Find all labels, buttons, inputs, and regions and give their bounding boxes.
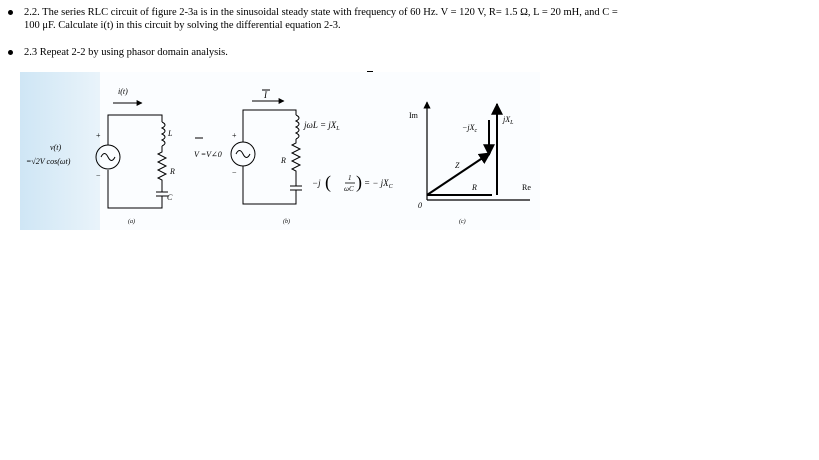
- origin-label: 0: [418, 201, 422, 210]
- im-label: Im: [409, 111, 418, 120]
- cap-denominator-b: ωC: [344, 185, 354, 193]
- problem-2-2-line1: 2.2. The series RLC circuit of figure 2-3a is in the sinusoidal steady state with frequency of 60 Hz. V = 120 V, R= 1.5 Ω, L = 20 mH, and C =: [24, 7, 618, 18]
- figure-background-right: [100, 72, 540, 230]
- current-label-b: I: [264, 90, 267, 100]
- caption-c: (c): [459, 219, 466, 225]
- inductor-label-a: L: [168, 129, 173, 138]
- resistor-label-b: R: [281, 156, 286, 165]
- bullet-icon: [8, 50, 13, 55]
- resistor-label-a: R: [170, 167, 175, 176]
- bullet-icon: [8, 10, 13, 15]
- open-paren: (: [325, 172, 331, 192]
- minus-a: −: [96, 171, 101, 180]
- plus-a: +: [96, 131, 101, 140]
- caption-a: (a): [128, 219, 135, 225]
- caption-b: (b): [283, 219, 290, 225]
- current-label-a: i(t): [118, 87, 128, 96]
- problem-2-2-line2: 100 μF. Calculate i(t) in this circuit by solving the differential equation 2-3.: [24, 20, 341, 31]
- xl-label: $jX_L$: [503, 115, 514, 126]
- re-label: Re: [522, 183, 531, 192]
- cap-suffix-b: = − $jX_C$: [364, 178, 393, 190]
- circuit-figure: [0, 60, 819, 240]
- inductor-label-b: $j\omega L = jX_L$: [304, 120, 340, 132]
- source-label-b: V =V∠0: [194, 150, 222, 159]
- problem-2-3-line1: 2.3 Repeat 2-2 by using phasor domain analysis.: [24, 47, 228, 58]
- xc-label: $-jX_c$: [462, 123, 478, 134]
- source-label-a: v(t): [50, 143, 62, 152]
- r-label: R: [472, 183, 477, 192]
- plus-b: +: [232, 131, 237, 140]
- cap-prefix-b: −j: [312, 178, 321, 188]
- problem-2-2: [8, 6, 808, 34]
- problem-2-3: [8, 46, 808, 60]
- source-expr-a: =√2V cos(ωt): [26, 157, 71, 166]
- close-paren: ): [356, 172, 362, 192]
- cap-numerator-b: 1: [348, 174, 352, 182]
- minus-b: −: [232, 168, 237, 177]
- capacitor-label-a: C: [167, 193, 173, 202]
- z-label: Z: [455, 161, 460, 170]
